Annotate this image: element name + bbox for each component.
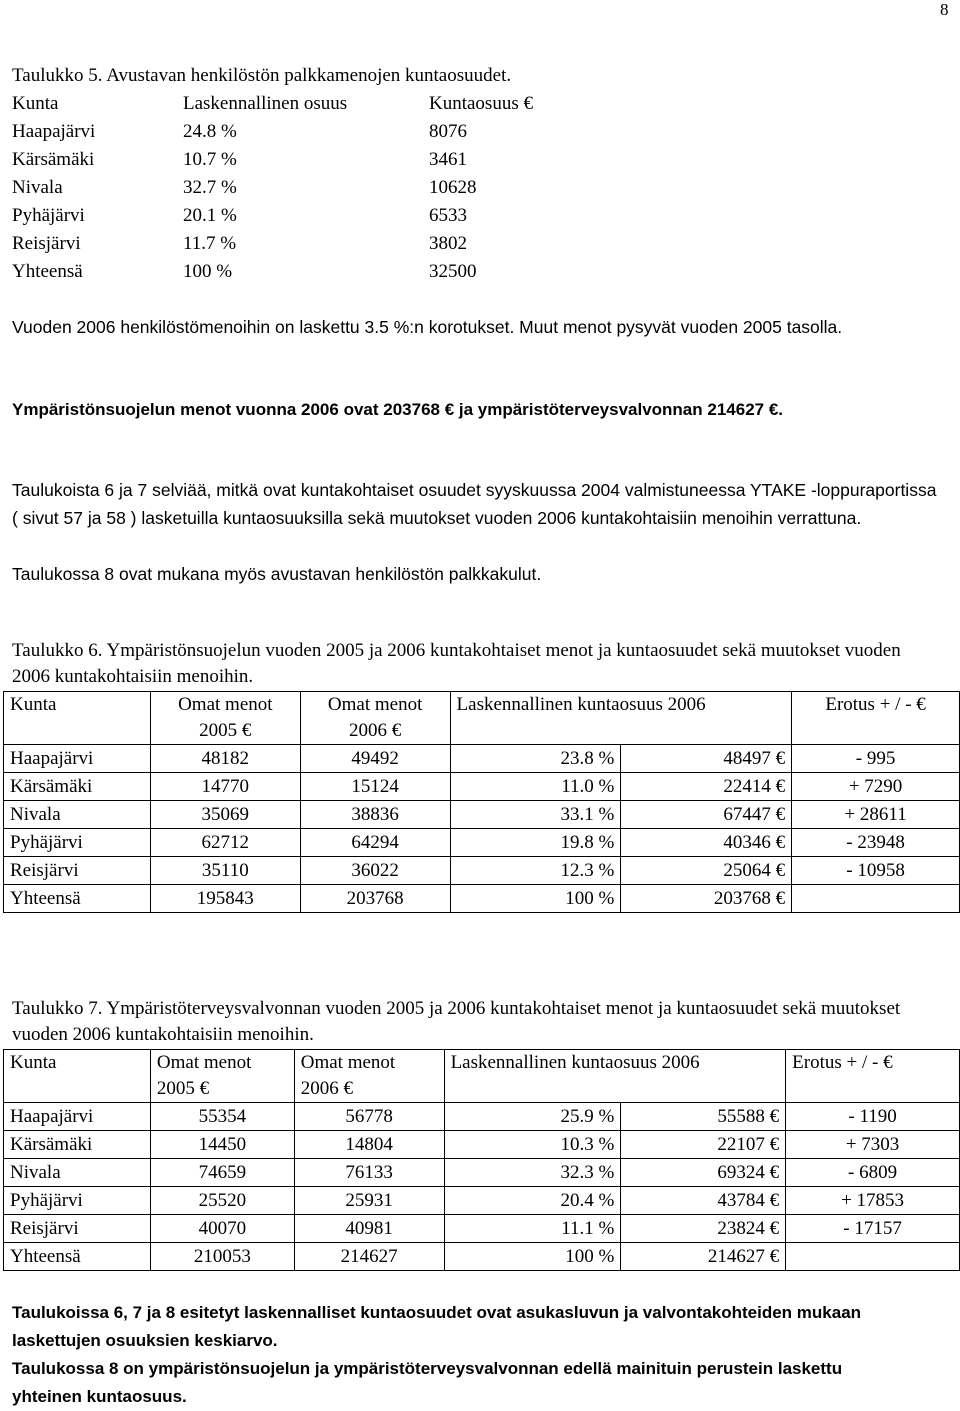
table-row <box>4 1159 960 1187</box>
header-cell: Omat menot 2006 € <box>294 1050 444 1103</box>
header-cell: Erotus + / - € <box>786 1050 960 1103</box>
cell: 32.7 % <box>183 177 237 198</box>
header-cell: Laskennallinen osuus <box>183 93 348 114</box>
cell: 40346 € <box>621 829 792 857</box>
cell: 48182 <box>150 745 300 773</box>
header-cell: Kunta <box>4 692 151 745</box>
table-row <box>4 829 960 857</box>
cell: 14804 <box>294 1131 444 1159</box>
cell: 3461 <box>429 149 467 170</box>
header-cell: Omat menot 2005 € <box>150 1050 294 1103</box>
cell: 100 % <box>450 885 621 913</box>
cell: Reisjärvi <box>4 857 151 885</box>
cell: 25.9 % <box>444 1103 621 1131</box>
table-header-row <box>4 692 960 745</box>
cell: Pyhäjärvi <box>4 1187 151 1215</box>
table-row <box>4 857 960 885</box>
cell: Nivala <box>4 801 151 829</box>
paragraph: Taulukossa 8 ovat mukana myös avustavan henkilöstön palkkakulut. <box>12 564 542 584</box>
cell: 49492 <box>300 745 450 773</box>
cell: 203768 € <box>621 885 792 913</box>
table-row <box>12 230 533 258</box>
cell: Yhteensä <box>4 1243 151 1271</box>
header-cell: Kunta <box>4 1050 151 1103</box>
table-row <box>4 1131 960 1159</box>
cell: + 17853 <box>786 1187 960 1215</box>
paragraph: Taulukoista 6 ja 7 selviää, mitkä ovat kuntakohtaiset osuudet syyskuussa 2004 valmistuneessa YTAKE -loppuraportissa ( sivut 57 ja 58 ) lasketuilla kuntaosuuksilla sekä muutokset vuoden 2006 kuntakohtaisiin menoihin verrattuna. <box>12 480 937 528</box>
header-cell: Omat menot 2006 € <box>300 692 450 745</box>
cell: - 1190 <box>786 1103 960 1131</box>
cell: 25931 <box>294 1187 444 1215</box>
cell: 55588 € <box>621 1103 786 1131</box>
header-cell: Laskennallinen kuntaosuus 2006 <box>450 692 792 745</box>
cell: 14770 <box>150 773 300 801</box>
table5 <box>12 90 533 286</box>
paragraph-bold: Ympäristönsuojelun menot vuonna 2006 ovat 203768 € ja ympäristöterveysvalvonnan 214627 €. <box>12 400 784 419</box>
table-row <box>4 1103 960 1131</box>
cell: - 10958 <box>792 857 960 885</box>
table6 <box>3 691 960 913</box>
note: Taulukoissa 6, 7 ja 8 esitetyt laskennalliset kuntaosuudet ovat asukasluvun ja valvontakohteiden mukaan laskettujen osuuksien keskiarvo. <box>12 1303 862 1350</box>
cell: 55354 <box>150 1103 294 1131</box>
table-row <box>4 1187 960 1215</box>
cell: 64294 <box>300 829 450 857</box>
cell: Kärsämäki <box>12 149 95 170</box>
cell: Pyhäjärvi <box>4 829 151 857</box>
cell: Haapajärvi <box>4 745 151 773</box>
cell: 33.1 % <box>450 801 621 829</box>
table-row <box>12 258 533 286</box>
header-cell: Kunta <box>12 93 59 114</box>
cell: Nivala <box>4 1159 151 1187</box>
cell: 3802 <box>429 233 467 254</box>
table-row <box>4 885 960 913</box>
cell: 62712 <box>150 829 300 857</box>
table-row <box>12 202 533 230</box>
table-row <box>4 1215 960 1243</box>
cell: 10.7 % <box>183 149 237 170</box>
table-row <box>4 745 960 773</box>
cell: 74659 <box>150 1159 294 1187</box>
cell: - 23948 <box>792 829 960 857</box>
table5-caption: Taulukko 5. Avustavan henkilöstön palkkamenojen kuntaosuudet. <box>12 65 512 86</box>
table-row <box>12 146 533 174</box>
cell: 10.3 % <box>444 1131 621 1159</box>
cell: 11.0 % <box>450 773 621 801</box>
cell: 25064 € <box>621 857 792 885</box>
cell: 76133 <box>294 1159 444 1187</box>
cell: Pyhäjärvi <box>12 205 85 226</box>
header-cell: Laskennallinen kuntaosuus 2006 <box>444 1050 786 1103</box>
cell: 203768 <box>300 885 450 913</box>
paragraph: Vuoden 2006 henkilöstömenoihin on laskettu 3.5 %:n korotukset. Muut menot pysyvät vuoden 2005 tasolla. <box>12 317 843 337</box>
cell: - 17157 <box>786 1215 960 1243</box>
cell: 35110 <box>150 857 300 885</box>
cell: 20.1 % <box>183 205 237 226</box>
table-row <box>4 1243 960 1271</box>
cell: + 7303 <box>786 1131 960 1159</box>
cell: - 995 <box>792 745 960 773</box>
table6-caption: Taulukko 6. Ympäristönsuojelun vuoden 2005 ja 2006 kuntakohtaiset menot ja kuntaosuudet sekä muutokset vuoden 2006 kuntakohtaisiin menoihin. <box>12 640 901 687</box>
cell: 35069 <box>150 801 300 829</box>
table-row <box>12 174 533 202</box>
cell: Haapajärvi <box>12 121 96 142</box>
cell: Yhteensä <box>4 885 151 913</box>
cell: 195843 <box>150 885 300 913</box>
cell: Kärsämäki <box>4 1131 151 1159</box>
table-row <box>12 118 533 146</box>
cell <box>786 1243 960 1271</box>
table7 <box>3 1049 960 1271</box>
cell: 32.3 % <box>444 1159 621 1187</box>
cell: Reisjärvi <box>4 1215 151 1243</box>
cell: 36022 <box>300 857 450 885</box>
note: Taulukossa 8 on ympäristönsuojelun ja ympäristöterveysvalvonnan edellä mainituin perustein laskettu yhteinen kuntaosuus. <box>12 1359 843 1406</box>
header-cell: Kuntaosuus € <box>429 93 533 114</box>
cell: 100 % <box>444 1243 621 1271</box>
cell: 48497 € <box>621 745 792 773</box>
cell: 15124 <box>300 773 450 801</box>
cell: 23824 € <box>621 1215 786 1243</box>
cell: + 28611 <box>792 801 960 829</box>
page-number: 8 <box>940 0 949 19</box>
cell: 43784 € <box>621 1187 786 1215</box>
cell: 10628 <box>429 177 477 198</box>
table-header-row <box>12 90 533 118</box>
cell: 100 % <box>183 261 233 282</box>
cell: 67447 € <box>621 801 792 829</box>
header-cell: Erotus + / - € <box>792 692 960 745</box>
cell: + 7290 <box>792 773 960 801</box>
cell: 23.8 % <box>450 745 621 773</box>
cell: 6533 <box>429 205 467 226</box>
cell: 20.4 % <box>444 1187 621 1215</box>
cell: 22414 € <box>621 773 792 801</box>
cell: Kärsämäki <box>4 773 151 801</box>
cell: 210053 <box>150 1243 294 1271</box>
cell: 56778 <box>294 1103 444 1131</box>
cell: 40981 <box>294 1215 444 1243</box>
cell: 38836 <box>300 801 450 829</box>
cell: 32500 <box>429 261 477 282</box>
cell: 24.8 % <box>183 121 237 142</box>
table-row <box>4 801 960 829</box>
cell: Yhteensä <box>12 261 83 282</box>
cell: 25520 <box>150 1187 294 1215</box>
cell: 11.1 % <box>444 1215 621 1243</box>
cell: 19.8 % <box>450 829 621 857</box>
cell: 22107 € <box>621 1131 786 1159</box>
cell: 14450 <box>150 1131 294 1159</box>
cell: 214627 <box>294 1243 444 1271</box>
cell: Reisjärvi <box>12 233 81 254</box>
cell: 8076 <box>429 121 467 142</box>
cell: Nivala <box>12 177 63 198</box>
cell: Haapajärvi <box>4 1103 151 1131</box>
header-cell: Omat menot 2005 € <box>150 692 300 745</box>
table7-caption: Taulukko 7. Ympäristöterveysvalvonnan vuoden 2005 ja 2006 kuntakohtaiset menot ja kuntaosuudet sekä muutokset vuoden 2006 kuntakohtaisiin menoihin. <box>12 998 901 1045</box>
cell: 12.3 % <box>450 857 621 885</box>
cell: 214627 € <box>621 1243 786 1271</box>
cell: - 6809 <box>786 1159 960 1187</box>
table-header-row <box>4 1050 960 1103</box>
cell: 69324 € <box>621 1159 786 1187</box>
cell: 11.7 % <box>183 233 237 254</box>
cell <box>792 885 960 913</box>
cell: 40070 <box>150 1215 294 1243</box>
table-row <box>4 773 960 801</box>
